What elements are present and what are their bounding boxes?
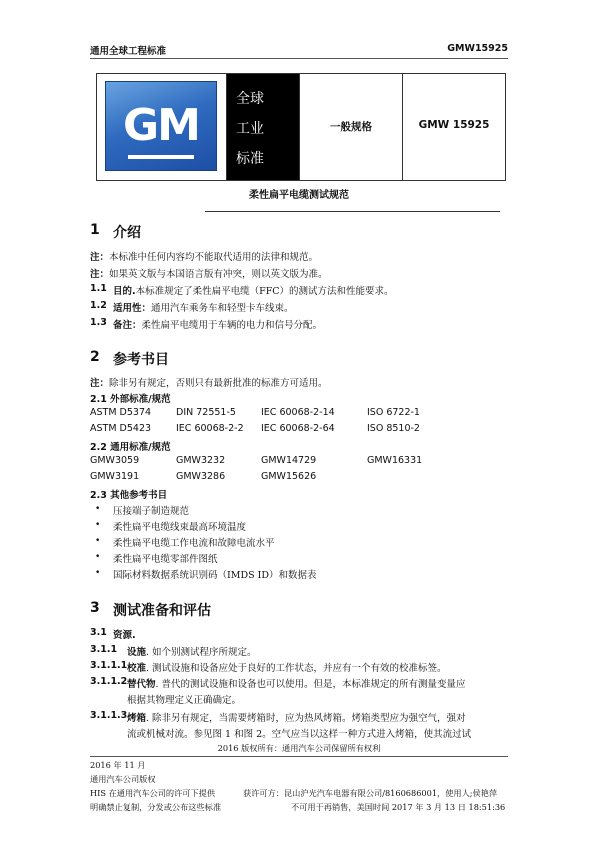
note-text: 如果英文版与本国语言版有冲突，则以英文版为准。 [109, 269, 328, 280]
logo-cell [97, 74, 227, 180]
gm-logo [105, 81, 217, 171]
item-label: 设施 [127, 647, 147, 658]
section-3-number: 3 [90, 600, 100, 616]
item-1-2-number: 1.2 [90, 300, 107, 311]
bullet-marker: • [95, 504, 101, 514]
footer-copyright: 2016 版权所有：通用汽车公司保留所有权利 [217, 743, 381, 753]
footer-timestamp: 不可用于再销售，美国时间 2017 年 3 月 13 日 18:51:36 [291, 802, 506, 812]
item-3-1-1-1 [127, 660, 447, 674]
section-2-number: 2 [90, 349, 100, 365]
ext-std: ISO 6722-1 [367, 407, 420, 418]
bullet-marker: • [95, 552, 101, 562]
ext-std: IEC 60068-2-2 [176, 423, 244, 434]
gm-logo-text: GM [123, 100, 199, 151]
ext-std: ISO 8510-2 [367, 423, 420, 434]
gm-std: GMW3232 [176, 455, 226, 466]
section-1-heading: 介绍 [113, 225, 141, 241]
item-text: . 普代的测试设施和设备也可以使用。但是，本标准规定的所有测量变量应 [155, 679, 466, 690]
black-line-2: 工业 [236, 121, 264, 137]
title-box [96, 73, 506, 181]
bullet-marker: • [95, 568, 101, 578]
ext-std: IEC 60068-2-14 [261, 407, 335, 418]
bullet-marker: • [95, 520, 101, 530]
note-text: 除非另有规定，否则只有最新批准的标准方可适用。 [109, 378, 328, 389]
item-3-1-1-2-number: 3.1.1.2 [90, 676, 128, 687]
s1-note-2 [90, 266, 328, 280]
header-right: GMW15925 [447, 43, 508, 54]
section-2-heading: 参考书目 [113, 352, 169, 368]
note-label: 注： [90, 252, 110, 263]
item-text: 通用汽车乘务车和轻型卡车线束。 [151, 303, 294, 314]
gm-logo-underline [128, 155, 194, 159]
item-1-3 [113, 317, 322, 331]
item-3-1-1-3 [127, 710, 466, 724]
item-label: 替代物 [127, 679, 156, 690]
item-text: 本标准规定了柔性扁平电缆（FFC）的测试方法和性能要求。 [135, 286, 394, 297]
item-1-3-number: 1.3 [90, 317, 107, 328]
gm-std: GMW15626 [261, 471, 317, 482]
section-1-number: 1 [90, 222, 100, 238]
footer-copy-restriction: 明确禁止复制，分发或公布这些标准 [90, 802, 222, 812]
bullet-item: 压接端子制造规范 [113, 506, 190, 517]
item-text: 柔性扁平电缆用于车辆的电力和信号分配。 [141, 320, 323, 331]
subsection-2-1: 2.1 外部标准/规范 [90, 394, 171, 405]
footer-license-note: HIS 在通用汽车公司的许可下提供 [90, 788, 216, 798]
item-3-1-1-number: 3.1.1 [90, 644, 118, 655]
item-1-1 [113, 283, 394, 297]
title-rule [205, 211, 500, 212]
item-3-1-1-2 [127, 676, 466, 690]
spec-number: GMW 15925 [418, 119, 490, 131]
gm-std: GMW14729 [261, 455, 317, 466]
bullet-item: 柔性扁平电缆零部件图纸 [113, 554, 218, 565]
item-3-1-1 [127, 644, 257, 658]
item-label: 校准 [127, 663, 147, 674]
item-text: . 除非另有规定，当需要烤箱时，应为热风烤箱。烤箱类型应为强空气，强对 [146, 713, 466, 724]
bullet-item: 柔性扁平电缆线束最高环境温度 [113, 522, 247, 533]
black-line-1: 全球 [236, 91, 264, 107]
s2-note [90, 375, 328, 389]
ext-std: ASTM D5374 [90, 407, 152, 418]
gm-std: GMW3059 [90, 455, 140, 466]
ext-std: ASTM D5423 [90, 423, 152, 434]
item-1-2 [113, 300, 294, 314]
footer-rule [90, 756, 508, 757]
ext-std: DIN 72551-5 [176, 407, 236, 418]
gm-std: GMW3191 [90, 471, 140, 482]
item-label: 目的. [113, 286, 136, 297]
header-rule [90, 58, 508, 59]
item-3-1-1-3-cont: 流或机械对流。参见图 1 和图 2。空气应当以这样一种方式进入烤箱，使其流过试 [127, 729, 472, 740]
bullet-item: 柔性扁平电缆工作电流和故障电流水平 [113, 538, 275, 549]
section-3-heading: 测试准备和评估 [113, 603, 211, 619]
ext-std: IEC 60068-2-64 [261, 423, 335, 434]
gm-std: GMW16331 [367, 455, 423, 466]
item-3-1-1-2-cont: 根据其物理定义正确确定。 [127, 695, 242, 706]
global-standard-cell [227, 74, 299, 180]
header-left: 通用全球工程标准 [90, 46, 167, 57]
bullet-marker: • [95, 536, 101, 546]
note-label: 注： [90, 269, 110, 280]
spec-number-cell [403, 74, 505, 180]
item-3-1: 资源. [113, 630, 136, 641]
spec-type: 一般规格 [330, 121, 372, 133]
subsection-2-3: 2.3 其他参考书目 [90, 490, 168, 501]
item-label: 备注： [113, 320, 142, 331]
item-label: 适用性： [113, 303, 152, 314]
item-text: . 如个别测试程序所规定。 [146, 647, 257, 658]
item-3-1-1-3-number: 3.1.1.3 [90, 710, 128, 721]
s1-note-1 [90, 249, 318, 263]
item-1-1-number: 1.1 [90, 283, 107, 294]
item-label: 烤箱 [127, 713, 147, 724]
note-text: 本标准中任何内容均不能取代适用的法律和规范。 [109, 252, 319, 263]
bullet-item: 国际材料数据系统识别码（IMDS ID）和数据表 [113, 570, 317, 581]
item-3-1-1-1-number: 3.1.1.1 [90, 660, 128, 671]
note-label: 注： [90, 378, 110, 389]
spec-type-cell [299, 74, 403, 180]
footer-owner: 通用汽车公司版权 [90, 774, 156, 784]
footer-licensee: 获许可方：昆山沪光汽车电器有限公司/8160686001，使用人;侯艳萍 [243, 788, 498, 798]
black-line-3: 标准 [236, 151, 264, 167]
subsection-2-2: 2.2 通用标准/规范 [90, 442, 171, 453]
footer-date: 2016 年 11 月 [90, 760, 146, 770]
item-text: . 测试设施和设备应处于良好的工作状态，并应有一个有效的校准标签。 [146, 663, 447, 674]
document-title: 柔性扁平电缆测试规范 [249, 190, 349, 201]
item-3-1-number: 3.1 [90, 627, 107, 638]
gm-std: GMW3286 [176, 471, 226, 482]
